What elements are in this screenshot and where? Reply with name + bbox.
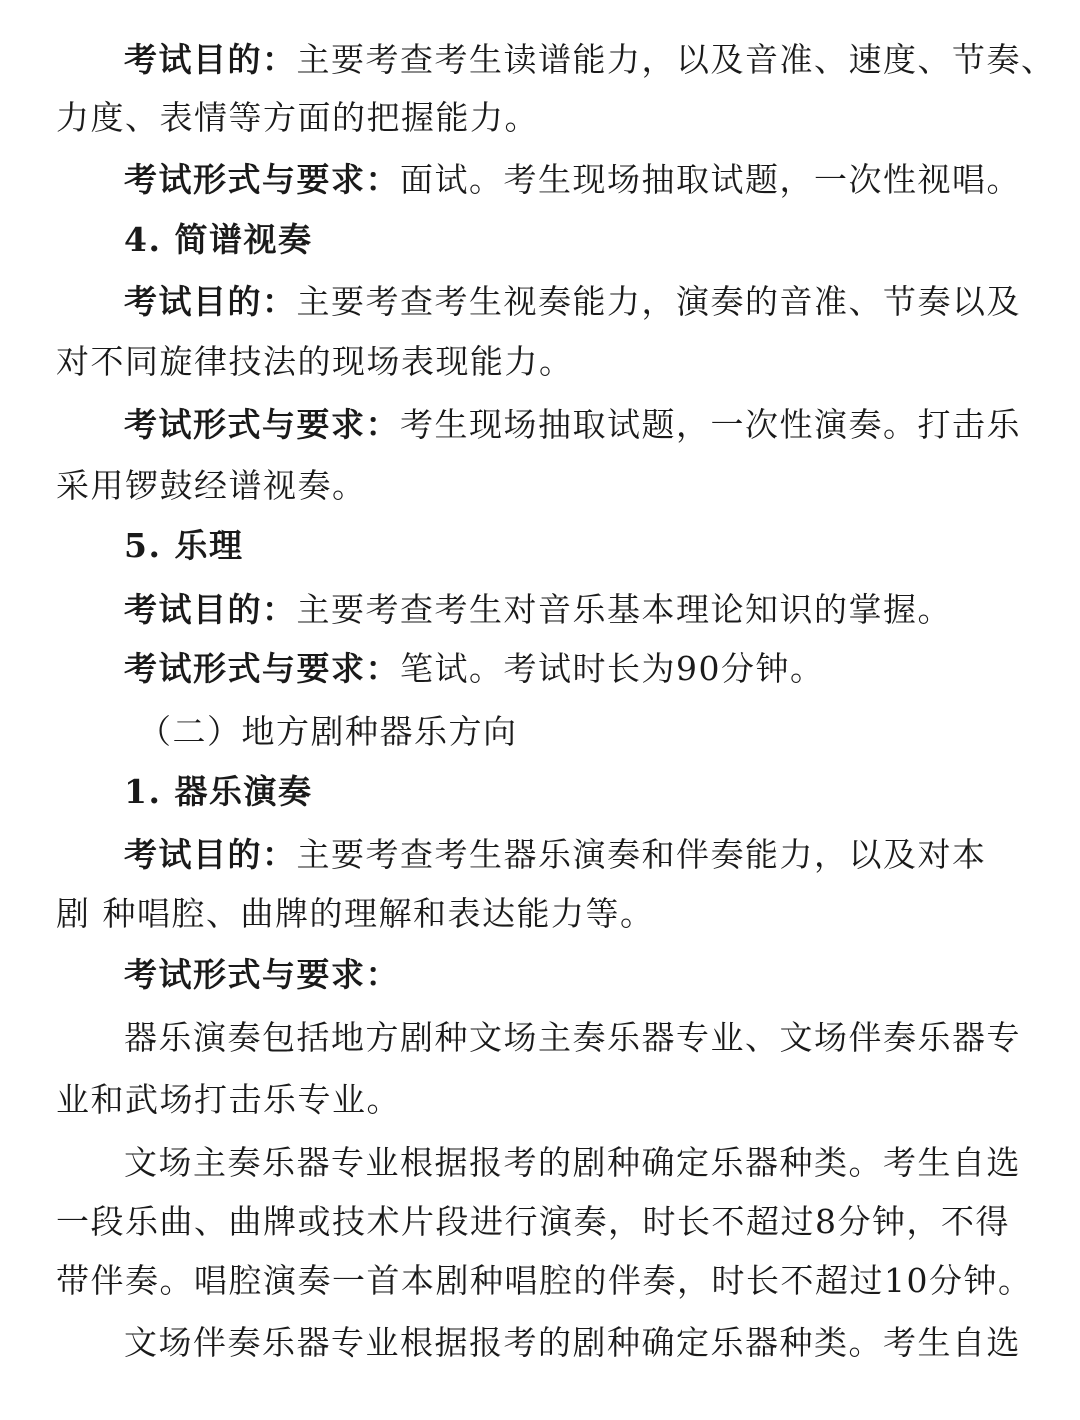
section-heading xyxy=(124,220,312,260)
paragraph-line xyxy=(124,1018,1021,1058)
paragraph-text: 笔试。考试时长为90分钟。 xyxy=(400,649,825,688)
paragraph-line xyxy=(56,1080,401,1120)
paragraph-line xyxy=(124,1323,1021,1363)
label-exam-format: 考试形式与要求： xyxy=(124,405,400,444)
paragraph-text: 剧 种唱腔、曲牌的理解和表达能力等。 xyxy=(56,894,655,933)
paragraph-line xyxy=(56,466,367,506)
paragraph-line xyxy=(56,1202,1010,1242)
paragraph-text: 力度、表情等方面的把握能力。 xyxy=(56,98,539,137)
paragraph-line xyxy=(56,1261,1033,1301)
paragraph-text: 面试。考生现场抽取试题，一次性视唱。 xyxy=(400,160,1021,199)
paragraph-text: 业和武场打击乐专业。 xyxy=(56,1080,401,1119)
paragraph-text: 带伴奏。唱腔演奏一首本剧种唱腔的伴奏，时长不超过10分钟。 xyxy=(56,1261,1033,1300)
section-heading xyxy=(124,772,312,812)
label-exam-purpose: 考试目的： xyxy=(124,835,297,874)
paragraph-text: 一段乐曲、曲牌或技术片段进行演奏，时长不超过8分钟，不得 xyxy=(56,1202,1010,1241)
paragraph-text: 主要考查考生视奏能力，演奏的音准、节奏以及 xyxy=(296,282,1021,321)
paragraph-line xyxy=(56,342,574,382)
label-exam-purpose: 考试目的： xyxy=(124,40,297,79)
subsection-title-text: （二）地方剧种器乐方向 xyxy=(138,712,518,751)
section-heading xyxy=(124,526,243,566)
paragraph-line xyxy=(124,282,1021,322)
paragraph-line xyxy=(124,1143,1021,1183)
label-exam-format: 考试形式与要求： xyxy=(124,955,400,994)
paragraph-text: 文场主奏乐器专业根据报考的剧种确定乐器种类。考生自选 xyxy=(124,1143,1021,1182)
label-exam-format: 考试形式与要求： xyxy=(124,160,400,199)
paragraph-line xyxy=(124,40,1056,80)
section-heading-text: 4. 简谱视奏 xyxy=(124,220,313,259)
label-exam-purpose: 考试目的： xyxy=(124,282,297,321)
label-exam-purpose: 考试目的： xyxy=(124,590,297,629)
paragraph-text: 对不同旋律技法的现场表现能力。 xyxy=(56,342,574,381)
paragraph-text: 主要考查考生器乐演奏和伴奏能力，以及对本 xyxy=(296,835,987,874)
paragraph-line xyxy=(56,98,539,138)
paragraph-line xyxy=(124,835,987,875)
paragraph-line xyxy=(124,405,1021,445)
paragraph-line xyxy=(124,649,825,689)
paragraph-line xyxy=(124,955,400,995)
paragraph-text: 采用锣鼓经谱视奏。 xyxy=(56,466,367,505)
label-exam-format: 考试形式与要求： xyxy=(124,649,400,688)
paragraph-line xyxy=(124,160,1021,200)
paragraph-line xyxy=(56,894,655,934)
paragraph-line xyxy=(124,590,952,630)
subsection-title xyxy=(138,712,518,752)
paragraph-text: 主要考查考生读谱能力，以及音准、速度、节奏、 xyxy=(296,40,1056,79)
paragraph-text: 主要考查考生对音乐基本理论知识的掌握。 xyxy=(296,590,952,629)
section-heading-text: 1. 器乐演奏 xyxy=(124,772,313,811)
paragraph-text: 考生现场抽取试题，一次性演奏。打击乐 xyxy=(400,405,1021,444)
paragraph-text: 器乐演奏包括地方剧种文场主奏乐器专业、文场伴奏乐器专 xyxy=(124,1018,1021,1057)
paragraph-text: 文场伴奏乐器专业根据报考的剧种确定乐器种类。考生自选 xyxy=(124,1323,1021,1362)
section-heading-text: 5. 乐理 xyxy=(124,526,244,565)
